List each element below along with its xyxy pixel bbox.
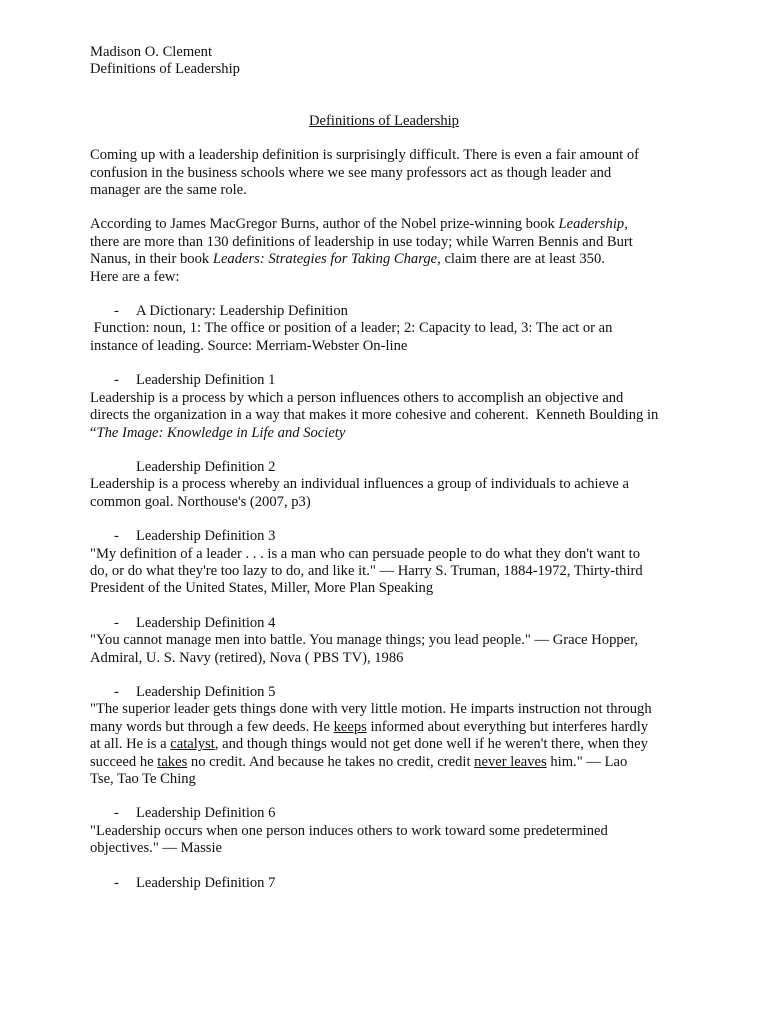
section-line: Leadership is a process whereby an individual influences a group of individuals to achieve a [90, 476, 629, 493]
section-line: do, or do what they're too lazy to do, and like it." — Harry S. Truman, 1884-1972, Thirty-third [90, 562, 643, 579]
section-heading: - Leadership Definition 1 [114, 372, 276, 389]
burns-line-4: Here are a few: [90, 268, 180, 285]
intro-line: confusion in the business schools where we see many professors act as though leader and [90, 164, 612, 181]
section-heading: - Leadership Definition 3 [114, 528, 276, 545]
section-line: at all. He is a catalyst, and though things would not get done well if he weren't there, when they [90, 736, 648, 753]
section-line: Admiral, U. S. Navy (retired), Nova ( PBS TV), 1986 [90, 649, 404, 666]
bullet-dash: - [114, 805, 119, 822]
book-title-leadership: Leadership [558, 216, 625, 233]
book-title-leaders: Leaders: Strategies for Taking Charge [212, 251, 438, 268]
burns-line-3: Nanus, in their book Leaders: Strategies for Taking Charge, claim there are at least 350. [90, 251, 605, 268]
section-heading: - Leadership Definition 7 [114, 874, 276, 891]
section-line: succeed he takes no credit. And because he takes no credit, credit never leaves him." — Lao [90, 753, 628, 770]
section-heading: Leadership Definition 2 [136, 458, 276, 475]
bullet-dash: - [114, 874, 119, 891]
section-line: Tse, Tao Te Ching [90, 771, 196, 787]
document-title: Definitions of Leadership [309, 112, 459, 129]
section-dictionary [90, 303, 690, 355]
section-line: objectives." — Massie [90, 840, 223, 857]
link-takes[interactable]: takes [157, 753, 188, 770]
author-name: Madison O. Clement [90, 44, 213, 60]
section-line: "My definition of a leader . . . is a man who can persuade people to do what they don't want to [90, 545, 641, 562]
section-line: common goal. Northouse's (2007, p3) [90, 493, 311, 510]
link-never-leaves[interactable]: never leaves [474, 753, 547, 770]
document-page [90, 44, 690, 892]
bullet-dash: - [114, 372, 119, 389]
section-definition-4 [90, 615, 690, 667]
link-keeps[interactable]: keeps [333, 718, 367, 735]
intro-paragraph [90, 147, 690, 199]
section-definition-3 [90, 528, 690, 598]
burns-line-2: there are more than 130 definitions of leadership in use today; while Warren Bennis and Burt [90, 233, 633, 250]
intro-line: manager are the same role. [90, 182, 247, 199]
section-definition-6 [90, 805, 690, 857]
bullet-dash: - [114, 528, 119, 545]
section-heading: - Leadership Definition 5 [114, 683, 276, 700]
section-line: Leadership is a process by which a person influences others to accomplish an objective and [90, 389, 624, 406]
bullet-dash: - [114, 683, 119, 700]
section-heading: - Leadership Definition 6 [114, 805, 276, 822]
burns-paragraph [90, 216, 690, 286]
section-line: "Leadership occurs when one person induces others to work toward some predetermined [90, 822, 608, 839]
bullet-dash: - [114, 303, 119, 320]
link-catalyst[interactable]: catalyst [170, 736, 215, 753]
section-line: instance of leading. Source: Merriam-Webster On-line [90, 337, 408, 354]
section-definition-1 [90, 372, 690, 442]
bullet-dash: - [114, 614, 119, 631]
section-definition-2 [90, 459, 690, 511]
section-line: “The Image: Knowledge in Life and Society [90, 424, 346, 441]
section-heading: - Leadership Definition 4 [114, 614, 276, 631]
burns-line-1: According to James MacGregor Burns, author of the Nobel prize-winning book Leadership, [90, 216, 628, 233]
section-heading: - A Dictionary: Leadership Definition [114, 303, 348, 320]
book-title-image: The Image: Knowledge in Life and Society [96, 424, 346, 441]
section-definition-7 [90, 875, 690, 892]
section-line: President of the United States, Miller, More Plan Speaking [90, 580, 434, 597]
section-line: "The superior leader gets things done with very little motion. He imparts instruction not through [90, 701, 652, 718]
document-subject: Definitions of Leadership [90, 61, 240, 78]
section-definition-5 [90, 684, 690, 788]
section-line: Function: noun, 1: The office or position of a leader; 2: Capacity to lead, 3: The act or an [90, 320, 613, 337]
section-line: many words but through a few deeds. He keeps informed about everything but interferes hardly [90, 718, 649, 735]
intro-line: Coming up with a leadership definition is surprisingly difficult. There is even a fair amount of [90, 147, 640, 164]
section-line: directs the organization in a way that makes it more cohesive and coherent. Kenneth Boulding in [90, 407, 659, 424]
section-line: "You cannot manage men into battle. You manage things; you lead people." — Grace Hopper, [90, 632, 639, 649]
